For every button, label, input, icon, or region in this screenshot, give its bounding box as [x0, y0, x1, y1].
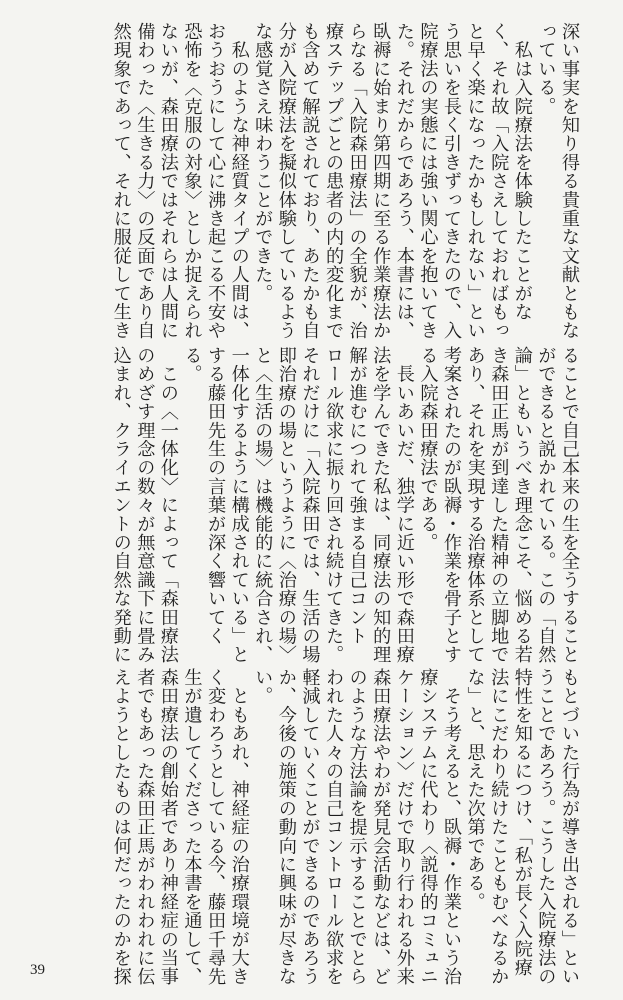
text-line: 深い事実を知り得る貴重な文献ともな	[559, 22, 580, 340]
text-line: ができると説かれている。この「自然	[535, 346, 557, 664]
text-line: 生が遺してくださった本書を通して、	[181, 668, 203, 986]
text-line: この〈一体化〉によって「森田療法	[157, 346, 179, 664]
text-tier-3	[40, 668, 581, 986]
text-line: おうおうにして心に沸き起こる不安や	[205, 22, 227, 340]
text-line: と早く楽になったかもしれない」とい	[464, 22, 486, 340]
text-line: われた人々の自己コントロール欲求を	[323, 668, 345, 986]
text-line: 然現象であって、それに服従して生き	[110, 22, 132, 340]
text-line: 者でもあった森田正馬がわれわれに伝	[134, 668, 156, 986]
text-line: 私は入院療法を体験したことがな	[511, 22, 533, 322]
text-line: 軽減していくことができるのであろう	[299, 668, 321, 986]
text-line: く変わろうとしている今、藤田千尋先	[205, 668, 227, 986]
text-line: る入院森田療法である。	[417, 346, 439, 552]
text-line: 法を学んできた私は、同療法の知的理	[370, 346, 392, 664]
text-line: らなる「入院森田療法」の全貌が、治	[346, 22, 368, 340]
text-line: も含めて解説されており、あたかも自	[299, 22, 321, 340]
text-line: 恐怖を〈克服の対象〉としか捉えられ	[181, 22, 203, 340]
text-line: 療ステップごとの患者の内的変化まで	[323, 22, 345, 340]
text-tier-2	[40, 346, 581, 664]
text-line: ないが、森田療法ではそれらは人間に	[157, 22, 179, 340]
text-line: か、今後の施策の動向に興味が尽きな	[275, 668, 297, 986]
text-line: 一体化するように構成されている」と	[228, 346, 250, 664]
text-line: 分が入院療法を擬似体験しているよう	[275, 22, 297, 340]
text-line: 院療法の実態には強い関心を抱いてき	[417, 22, 439, 340]
text-line: と〈生活の場〉は機能的に統合され、	[252, 346, 274, 664]
text-line: い。	[252, 668, 274, 706]
text-line: 備わった〈生きる力〉の反面であり自	[134, 22, 156, 340]
text-line: っている。	[535, 22, 557, 116]
text-line: そう考えると、臥褥・作業という治	[441, 668, 463, 986]
text-line: 特性を知るにつけ、「私が長く入院療	[511, 668, 533, 977]
text-line: く、それ故「入院さえしておればもっ	[488, 22, 510, 340]
text-line: 森田療法の創始者であり神経症の当事	[157, 668, 179, 986]
text-line: な」と、思えた次第である。	[464, 668, 486, 912]
text-line: 森田療法やわが発見会活動などは、ど	[370, 668, 392, 986]
text-tier-1	[40, 22, 581, 340]
page-number: 39	[30, 962, 45, 978]
text-line: ケーション〉だけで取り行われる外来	[393, 668, 415, 986]
text-line: き森田正馬が到達した精神の立脚地で	[488, 346, 510, 664]
text-line: 長いあいだ、独学に近い形で森田療	[393, 346, 415, 664]
text-line: 療システムに代わり〈説得的コミュニ	[417, 668, 439, 986]
text-line: 法にこだわり続けたこともむべなるか	[488, 668, 510, 986]
text-line: ともあれ、神経症の治療環境が大き	[228, 668, 250, 986]
text-line: う思いを長く引きずってきたので、入	[441, 22, 463, 340]
text-line: 臥褥に始まり第四期に至る作業療法か	[370, 22, 392, 340]
text-line: もとづいた行為が導き出される」とい	[559, 668, 580, 986]
text-line: えようとしたものは何だったのかを探	[110, 668, 132, 986]
text-line: る。	[181, 346, 203, 384]
text-line: 論」ともいうべき理念こそ、悩める若	[511, 346, 533, 664]
text-line: うことであろう。こうした入院療法の	[535, 668, 557, 986]
text-line: ることで自己本来の生を全うすること	[559, 346, 580, 664]
text-line: それだけに「入院森田では、生活の場	[299, 346, 321, 664]
text-line: た。それだからであろう、本書には、	[393, 22, 415, 340]
text-line: ロール欲求に振り回され続けてきた。	[323, 346, 345, 664]
text-line: 即治療の場というように〈治療の場〉	[275, 346, 297, 664]
text-line: のめざす理念の数々が無意識下に畳み	[134, 346, 156, 664]
text-line: 解が進むにつれて強まる自己コント	[346, 346, 368, 646]
text-line: する藤田先生の言葉が深く響いてく	[205, 346, 227, 646]
text-line: 考案されたのが臥褥・作業を骨子とす	[441, 346, 463, 664]
text-line: のような方法論を提示することでとら	[346, 668, 368, 986]
text-line: な感覚さえ味わうことができた。	[252, 22, 274, 303]
text-line: あり、それを実現する治療体系として	[464, 346, 486, 664]
text-line: 私のような神経質タイプの人間は、	[228, 22, 250, 340]
text-line: 込まれ、クライエントの自然な発動に	[110, 346, 132, 664]
